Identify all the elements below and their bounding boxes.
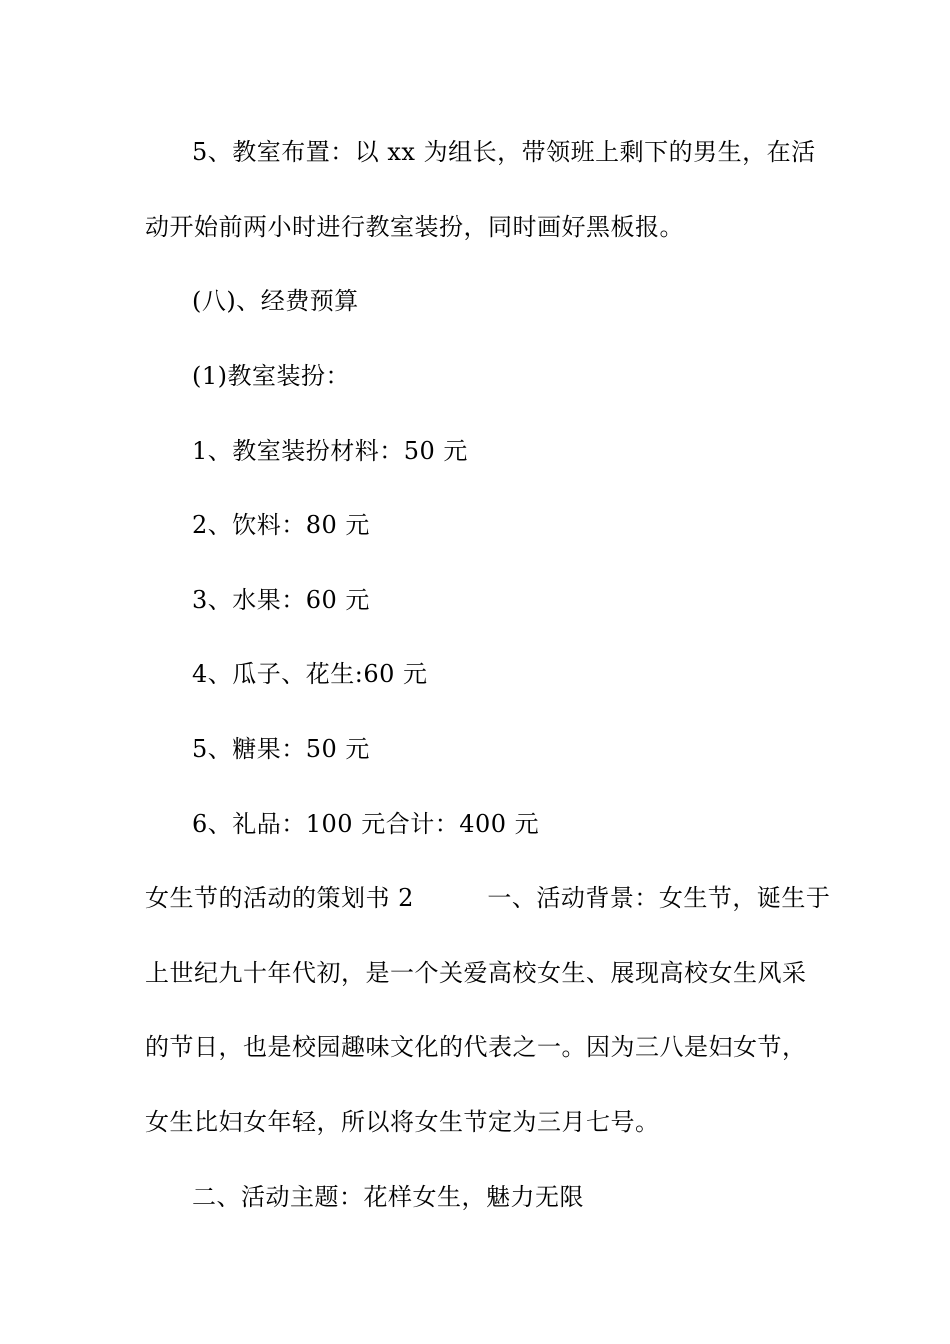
budget-item-drinks: 2、饮料：80 元: [192, 511, 370, 539]
paragraph-classroom-layout: 5、教室布置：以 xx 为组长，带领班上剩下的男生，在活: [192, 138, 816, 166]
paragraph-background-cont-2: 的节日，也是校园趣味文化的代表之一。因为三八是妇女节，: [145, 1033, 807, 1061]
paragraph-background-cont-1: 上世纪九十年代初，是一个关爱高校女生、展现高校女生风采: [145, 959, 807, 987]
budget-item-materials: 1、教室装扮材料：50 元: [192, 437, 468, 465]
budget-item-fruit: 3、水果：60 元: [192, 586, 370, 614]
budget-item-candy: 5、糖果：50 元: [192, 735, 370, 763]
paragraph-activity-theme: 二、活动主题：花样女生，魅力无限: [192, 1183, 584, 1211]
paragraph-background-cont-3: 女生比妇女年轻，所以将女生节定为三月七号。: [145, 1108, 660, 1136]
paragraph-background-title: 女生节的活动的策划书 2 一、活动背景：女生节，诞生于: [145, 884, 831, 912]
section-heading-budget: (八)、经费预算: [192, 287, 359, 315]
subheading-classroom-decoration: (1)教室装扮：: [192, 362, 350, 390]
paragraph-classroom-layout-cont: 动开始前两小时进行教室装扮，同时画好黑板报。: [145, 213, 684, 241]
budget-item-snacks: 4、瓜子、花生:60 元: [192, 660, 428, 688]
budget-item-gifts-total: 6、礼品：100 元合计：400 元: [192, 810, 540, 838]
